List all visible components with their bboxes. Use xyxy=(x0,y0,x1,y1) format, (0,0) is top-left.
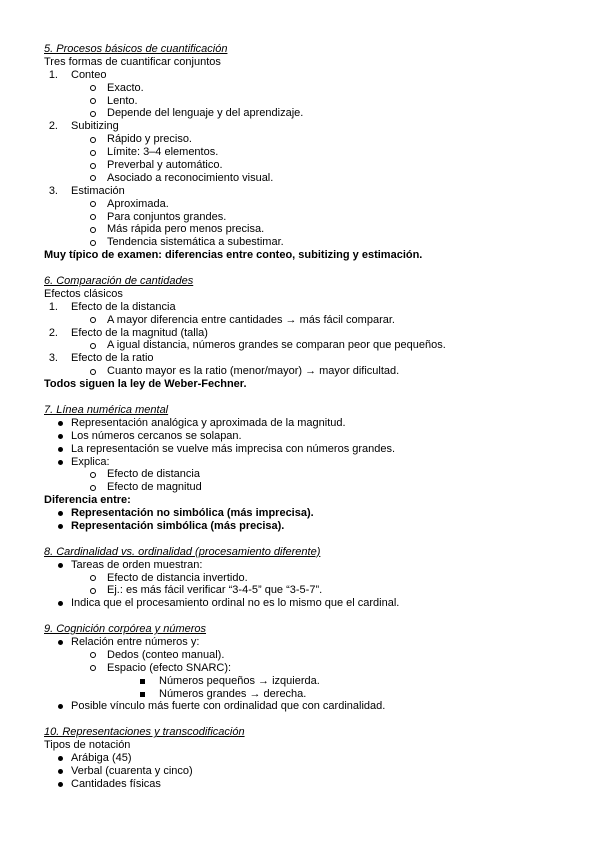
bullet-item xyxy=(44,430,564,443)
bullet-item xyxy=(44,765,564,778)
list-item xyxy=(44,120,564,133)
sub-item-text: Límite: 3–4 elementos. xyxy=(107,146,219,159)
list-item xyxy=(44,185,564,198)
spacer xyxy=(44,533,564,546)
hollow-bullet-icon xyxy=(90,588,96,594)
sub-list-item xyxy=(44,662,564,675)
hollow-bullet-icon xyxy=(90,85,96,91)
bullet-icon xyxy=(58,434,63,439)
sub-item-text: Depende del lenguaje y del aprendizaje. xyxy=(107,107,304,120)
section-10-heading: 10. Representaciones y transcodificación xyxy=(44,726,245,739)
list-number: 3. xyxy=(48,352,58,365)
sub-list-item xyxy=(44,198,564,211)
list-item-label: Efecto de la distancia xyxy=(71,300,176,313)
sub-list-item xyxy=(44,95,564,108)
sub-item-text: Más rápida pero menos precisa. xyxy=(107,223,265,236)
list-number: 3. xyxy=(48,184,58,197)
bullet-item xyxy=(44,700,564,713)
document-page xyxy=(44,43,564,791)
bullet-item xyxy=(44,507,564,520)
sub-list-item xyxy=(44,211,564,224)
sub-item-text: Preverbal y automático. xyxy=(107,159,223,172)
list-item xyxy=(44,327,564,340)
list-item xyxy=(44,69,564,82)
sub-item-text: Espacio (efecto SNARC): xyxy=(107,661,232,674)
bullet-icon xyxy=(58,447,63,452)
sub-sub-item-text: Números pequeños → izquierda. xyxy=(159,674,320,687)
sub-list-item xyxy=(44,133,564,146)
bullet-icon xyxy=(58,421,63,426)
sub-item-text: Asociado a reconocimiento visual. xyxy=(107,171,274,184)
bullet-text: Tareas de orden muestran: xyxy=(71,558,203,571)
list-item-label: Efecto de la magnitud (talla) xyxy=(71,326,208,339)
section-5-heading: 5. Procesos básicos de cuantificación xyxy=(44,43,228,55)
sub-list-item xyxy=(44,146,564,159)
sub-item-text: Efecto de distancia xyxy=(107,468,200,481)
bullet-text: Los números cercanos se solapan. xyxy=(71,429,242,442)
list-number: 1. xyxy=(48,68,58,81)
bullet-item xyxy=(44,520,564,533)
bullet-text: Indica que el procesamiento ordinal no es lo mismo que el cardinal. xyxy=(71,597,400,610)
sub-item-text: Dedos (conteo manual). xyxy=(107,648,225,661)
square-bullet-icon xyxy=(140,679,145,684)
hollow-bullet-icon xyxy=(90,227,96,233)
bullet-text: Explica: xyxy=(71,455,110,468)
sub-list-item xyxy=(44,223,564,236)
sub-list-item xyxy=(44,584,564,597)
list-item-label: Estimación xyxy=(71,184,125,197)
hollow-bullet-icon xyxy=(90,111,96,117)
bullet-icon xyxy=(58,601,63,606)
section-6-intro: Efectos clásicos xyxy=(44,287,123,300)
bullet-item xyxy=(44,417,564,430)
hollow-bullet-icon xyxy=(90,485,96,491)
sub-list-item xyxy=(44,172,564,185)
hollow-bullet-icon xyxy=(90,652,96,658)
hollow-bullet-icon xyxy=(90,175,96,181)
sub-item-text: A mayor diferencia entre cantidades → más fácil comparar. xyxy=(107,313,395,326)
sub-item-text: Cuanto mayor es la ratio (menor/mayor) → mayor dificultad. xyxy=(107,365,400,378)
sub-item-text: Exacto. xyxy=(107,81,144,94)
sub-item-text: Para conjuntos grandes. xyxy=(107,210,227,223)
sub-list-item xyxy=(44,236,564,249)
hollow-bullet-icon xyxy=(90,214,96,220)
sub-item-text: Tendencia sistemática a subestimar. xyxy=(107,236,284,249)
bullet-icon xyxy=(58,782,63,787)
bullet-text: Posible vínculo más fuerte con ordinalidad que con cardinalidad. xyxy=(71,700,386,713)
sub-list-item xyxy=(44,649,564,662)
hollow-bullet-icon xyxy=(90,163,96,169)
sub-sub-list-item xyxy=(44,688,564,701)
bullet-text: La representación se vuelve más imprecisa con números grandes. xyxy=(71,442,396,455)
bullet-text: Representación simbólica (más precisa). xyxy=(71,519,285,532)
hollow-bullet-icon xyxy=(90,240,96,246)
list-item xyxy=(44,301,564,314)
sub-list-item xyxy=(44,365,564,378)
sub-list-item xyxy=(44,82,564,95)
hollow-bullet-icon xyxy=(90,317,96,323)
difference-label: Diferencia entre: xyxy=(44,494,131,507)
bullet-text: Representación no simbólica (más imprecisa). xyxy=(71,507,314,520)
list-item-label: Conteo xyxy=(71,68,107,81)
bullet-text: Representación analógica y aproximada de la magnitud. xyxy=(71,416,346,429)
bullet-text: Arábiga (45) xyxy=(71,751,132,764)
hollow-bullet-icon xyxy=(90,201,96,207)
hollow-bullet-icon xyxy=(90,472,96,478)
bullet-text: Verbal (cuarenta y cinco) xyxy=(71,764,193,777)
bullet-item xyxy=(44,636,564,649)
bullet-text: Relación entre números y: xyxy=(71,635,200,648)
sub-list-item xyxy=(44,314,564,327)
list-item-label: Subitizing xyxy=(71,120,119,133)
bullet-icon xyxy=(58,524,63,529)
sub-list-item xyxy=(44,468,564,481)
list-number: 1. xyxy=(48,300,58,313)
sub-list-item xyxy=(44,572,564,585)
spacer xyxy=(44,713,564,726)
sub-list-item xyxy=(44,159,564,172)
list-number: 2. xyxy=(48,120,58,133)
section-7-heading: 7. Línea numérica mental xyxy=(44,403,169,416)
sub-sub-item-text: Números grandes → derecha. xyxy=(159,687,307,700)
list-number: 2. xyxy=(48,326,58,339)
bullet-icon xyxy=(58,640,63,645)
section-5-intro: Tres formas de cuantificar conjuntos xyxy=(44,55,221,68)
hollow-bullet-icon xyxy=(90,369,96,375)
bullet-icon xyxy=(58,756,63,761)
spacer xyxy=(44,391,564,404)
section-5-note: Muy típico de examen: diferencias entre conteo, subitizing y estimación. xyxy=(44,249,423,262)
bullet-icon xyxy=(58,769,63,774)
bullet-item xyxy=(44,597,564,610)
spacer xyxy=(44,262,564,275)
bullet-icon xyxy=(58,511,63,516)
bullet-icon xyxy=(58,563,63,568)
sub-item-text: A igual distancia, números grandes se comparan peor que pequeños. xyxy=(107,339,446,352)
section-6-heading: 6. Comparación de cantidades xyxy=(44,275,194,288)
list-item xyxy=(44,352,564,365)
section-6-note: Todos siguen la ley de Weber-Fechner. xyxy=(44,378,247,391)
hollow-bullet-icon xyxy=(90,150,96,156)
bullet-item xyxy=(44,456,564,469)
sub-item-text: Efecto de distancia invertido. xyxy=(107,571,248,584)
bullet-item xyxy=(44,752,564,765)
hollow-bullet-icon xyxy=(90,665,96,671)
sub-item-text: Aproximada. xyxy=(107,197,169,210)
hollow-bullet-icon xyxy=(90,343,96,349)
spacer xyxy=(44,610,564,623)
hollow-bullet-icon xyxy=(90,137,96,143)
sub-item-text: Efecto de magnitud xyxy=(107,481,202,494)
sub-item-text: Rápido y preciso. xyxy=(107,133,192,146)
section-10-intro: Tipos de notación xyxy=(44,739,131,752)
bullet-icon xyxy=(58,460,63,465)
sub-list-item xyxy=(44,339,564,352)
sub-sub-list-item xyxy=(44,675,564,688)
sub-item-text: Ej.: es más fácil verificar “3-4-5” que “3-5-7”. xyxy=(107,584,323,597)
bullet-icon xyxy=(58,704,63,709)
sub-list-item xyxy=(44,107,564,120)
bullet-item xyxy=(44,443,564,456)
list-item-label: Efecto de la ratio xyxy=(71,352,154,365)
bullet-item xyxy=(44,778,564,791)
section-8-heading: 8. Cardinalidad vs. ordinalidad (procesamiento diferente) xyxy=(44,545,321,558)
sub-list-item xyxy=(44,481,564,494)
bullet-text: Cantidades físicas xyxy=(71,777,161,790)
hollow-bullet-icon xyxy=(90,98,96,104)
section-9-heading: 9. Cognición corpórea y números xyxy=(44,623,207,636)
square-bullet-icon xyxy=(140,692,145,697)
bullet-item xyxy=(44,559,564,572)
hollow-bullet-icon xyxy=(90,575,96,581)
sub-item-text: Lento. xyxy=(107,94,138,107)
